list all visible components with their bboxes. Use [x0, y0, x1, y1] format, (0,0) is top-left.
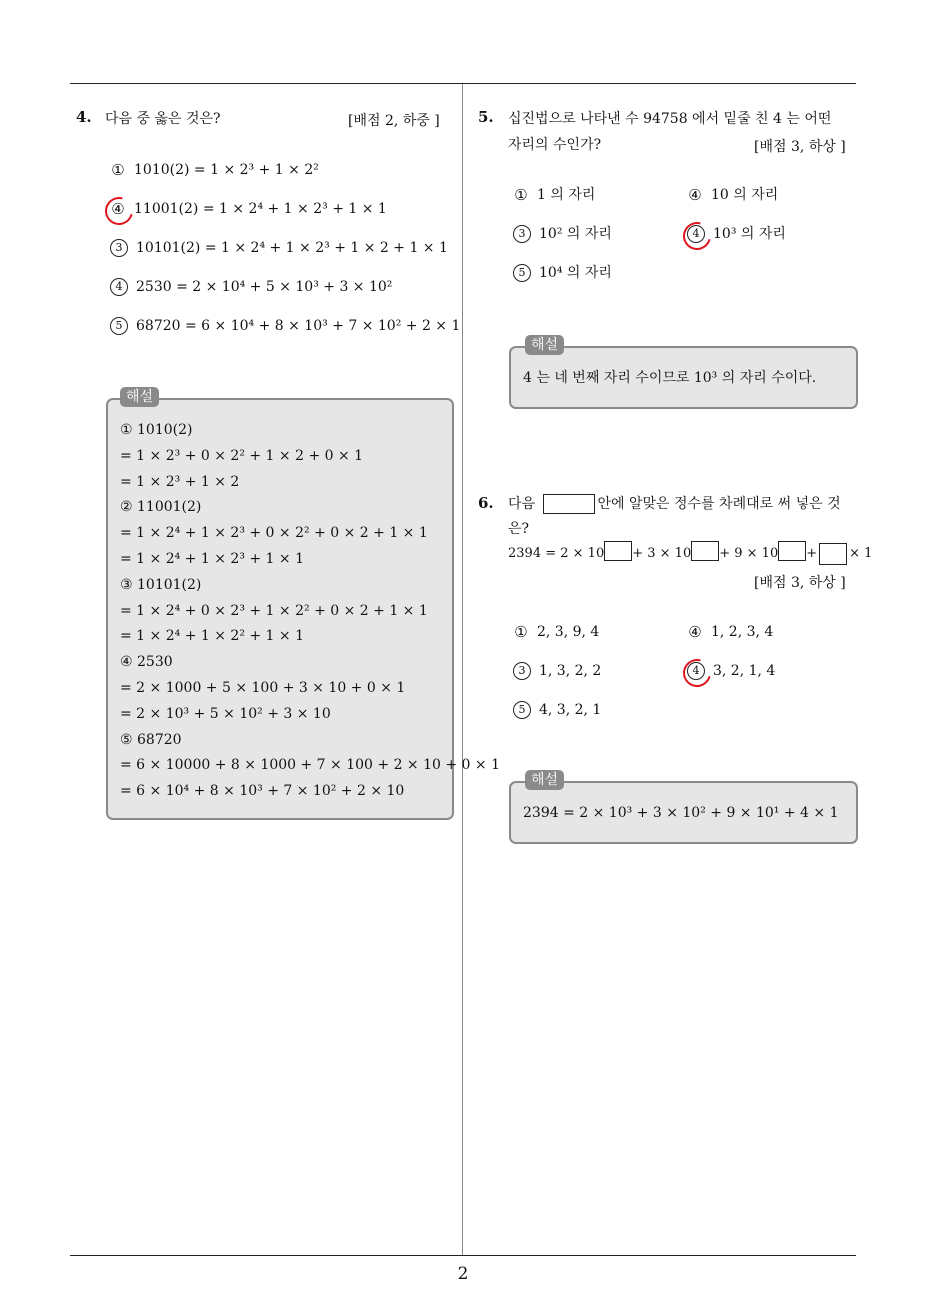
choice-text: 1010(2) = 1 × 2³ + 1 × 2² [134, 162, 319, 178]
solution-line: ① 1010(2) [120, 422, 193, 438]
equation-term-5: × 1 [849, 546, 873, 561]
choice-2[interactable] [110, 198, 387, 220]
choice-2[interactable] [687, 621, 773, 643]
solution-line: = 1 × 2⁴ + 1 × 2³ + 0 × 2² + 0 × 2 + 1 × 1 [120, 525, 428, 542]
choice-mark: ④ [688, 623, 702, 641]
choice-mark: 4 [687, 225, 705, 243]
solution-line: = 2 × 10³ + 5 × 10² + 3 × 10 [120, 705, 331, 722]
answer-box [543, 494, 595, 514]
solution-tag: 해설 [120, 387, 159, 407]
solution-tag: 해설 [525, 770, 564, 790]
solution-line: 4 는 네 번째 자리 수이므로 10³ 의 자리 수이다. [523, 370, 817, 386]
equation-term-2: + 3 × 10 [632, 546, 692, 561]
equation [508, 540, 872, 568]
solution-line: ④ 2530 [120, 654, 173, 671]
choice-2[interactable] [687, 184, 778, 206]
solution-line: = 1 × 2⁴ + 1 × 2² + 1 × 1 [120, 628, 305, 645]
solution-line: = 2 × 1000 + 5 × 100 + 3 × 10 + 0 × 1 [120, 679, 406, 696]
solution-line: = 1 × 2³ + 1 × 2 [120, 473, 240, 490]
choice-4[interactable] [687, 223, 786, 245]
choice-1[interactable] [513, 621, 599, 643]
text-after-box: 안에 알맞은 정수를 차례대로 써 넣은 것 [597, 496, 841, 512]
choice-text: 1 의 자리 [537, 187, 596, 203]
choice-4[interactable] [110, 276, 392, 298]
question-number: 4. [76, 108, 92, 126]
choice-text: 1, 2, 3, 4 [711, 624, 774, 640]
solution-box [106, 389, 501, 820]
solution-line: ③ 10101(2) [120, 576, 202, 593]
solution-lines [120, 418, 500, 805]
choice-text: 10² 의 자리 [539, 226, 612, 242]
solution-tag: 해설 [525, 335, 564, 355]
choice-text: 11001(2) = 1 × 2⁴ + 1 × 2³ + 1 × 1 [134, 201, 387, 217]
exponent-box [604, 541, 632, 561]
choice-text: 10⁴ 의 자리 [539, 265, 612, 281]
choice-mark: 3 [110, 239, 128, 257]
score-label: [배점 3, 하상 ] [754, 575, 846, 591]
choice-text: 68720 = 6 × 10⁴ + 8 × 10³ + 7 × 10² + 2 × 1 [136, 318, 461, 334]
question-text-line-2: 은? [508, 521, 530, 537]
question-text: 다음 중 옳은 것은? [105, 111, 221, 127]
question-text-line-1: 십진법으로 나타낸 수 94758 에서 밑줄 친 4 는 어떤 [508, 111, 832, 127]
choice-mark: ④ [688, 186, 702, 204]
choice-mark: ① [514, 623, 528, 641]
score-label: [배점 3, 하상 ] [754, 139, 846, 155]
solution-box [509, 772, 858, 844]
selected-answer-circle [678, 654, 716, 692]
equation-term-4: + [806, 546, 818, 561]
solution-box [509, 337, 858, 409]
choice-mark: 4 [110, 278, 128, 296]
equation-lhs: 2394 = 2 × 10 [508, 546, 605, 561]
choice-mark: 5 [110, 317, 128, 335]
choice-mark: ① [514, 186, 528, 204]
choice-3[interactable] [513, 223, 612, 245]
equation-term-3: + 9 × 10 [719, 546, 779, 561]
choice-text: 10101(2) = 1 × 2⁴ + 1 × 2³ + 1 × 2 + 1 × 1 [136, 240, 448, 256]
solution-line: = 1 × 2³ + 0 × 2² + 1 × 2 + 0 × 1 [120, 447, 364, 464]
bottom-rule [70, 1255, 856, 1256]
choice-5[interactable] [513, 262, 612, 284]
solution-line: ② 11001(2) [120, 499, 202, 516]
exponent-box [778, 541, 806, 561]
choice-text: 10 의 자리 [711, 187, 779, 203]
solution-line: = 6 × 10⁴ + 8 × 10³ + 7 × 10² + 2 × 10 [120, 783, 405, 800]
page-number: 2 [457, 1264, 469, 1284]
choice-text: 10³ 의 자리 [713, 226, 786, 242]
choice-5[interactable] [110, 315, 460, 337]
question-number: 5. [478, 108, 494, 126]
choice-3[interactable] [110, 237, 448, 259]
choice-text: 4, 3, 2, 1 [539, 702, 602, 718]
exponent-box [691, 541, 719, 561]
selected-answer-circle [678, 217, 716, 255]
choice-text: 2, 3, 9, 4 [537, 624, 600, 640]
choice-mark: 5 [513, 264, 531, 282]
score-label: [배점 2, 하중 ] [348, 113, 440, 129]
question-number: 6. [478, 494, 494, 512]
solution-line: ⑤ 68720 [120, 731, 182, 748]
choice-text: 1, 3, 2, 2 [539, 663, 602, 679]
question-text-line-1 [508, 491, 841, 517]
solution-line: = 6 × 10000 + 8 × 1000 + 7 × 100 + 2 × 10 + 0 × 1 [120, 757, 501, 774]
choice-text: 2530 = 2 × 10⁴ + 5 × 10³ + 3 × 10² [136, 279, 393, 295]
choice-3[interactable] [513, 660, 601, 682]
solution-line: = 1 × 2⁴ + 1 × 2³ + 1 × 1 [120, 550, 305, 567]
question-text-line-2: 자리의 수인가? [508, 137, 602, 153]
solution-line: 2394 = 2 × 10³ + 3 × 10² + 9 × 10¹ + 4 × 1 [523, 805, 839, 821]
text-before-box: 다음 [508, 496, 536, 512]
choice-mark: ④ [110, 201, 126, 217]
choice-mark: 3 [513, 225, 531, 243]
choice-4[interactable] [687, 660, 775, 682]
choice-mark: 4 [687, 662, 705, 680]
choice-1[interactable] [110, 159, 319, 181]
choice-mark: ① [111, 161, 125, 179]
top-rule [70, 83, 856, 84]
solution-line: = 1 × 2⁴ + 0 × 2³ + 1 × 2² + 0 × 2 + 1 × 1 [120, 602, 428, 619]
choice-mark: 3 [513, 662, 531, 680]
choice-1[interactable] [513, 184, 595, 206]
choice-mark: 5 [513, 701, 531, 719]
choice-5[interactable] [513, 699, 601, 721]
selected-answer-circle [100, 192, 138, 230]
choice-text: 3, 2, 1, 4 [713, 663, 776, 679]
coefficient-box [819, 543, 847, 565]
